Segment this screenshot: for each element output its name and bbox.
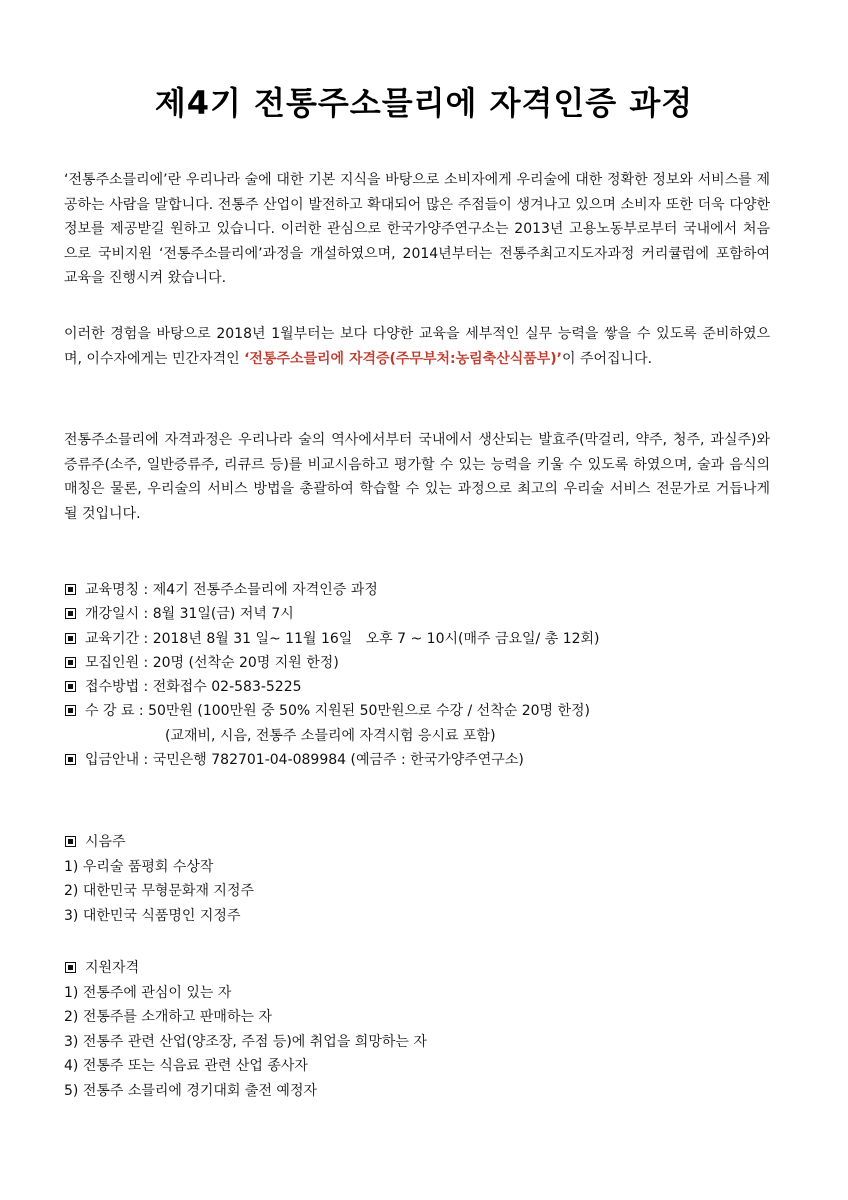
list-item: 3) 전통주 관련 산업(양조장, 주점 등)에 취업을 희망하는 자: [64, 1033, 427, 1050]
info-item-name: [64, 578, 784, 602]
bullet-square-icon: [65, 681, 76, 692]
info-item-period: [64, 627, 784, 651]
certificate-highlight: ‘전통주소믈리에 자격증(주무부처:농림축산식품부)’: [244, 350, 563, 367]
course-description-paragraph: 전통주소믈리에 자격과정은 우리나라 술의 역사에서부터 국내에서 생산되는 발효주(막걸리, 약주, 청주, 과실주)와 증류주(소주, 일반증류주, 리큐르 등)를 비교시음하고 평가할 수 있는 능력을 키울 수 있도록 하였으며, 술과 음식의 매칭은 물론, 우리술의 서비스 방법을 총괄하여 학습할 수 있는 과정으로 최고의 우리술 서비스 전문가로 거듭나게 될 것입니다.: [64, 432, 770, 522]
info-item-text: 개강일시 : 8월 31일(금) 저녁 7시: [85, 606, 294, 623]
bullet-square-icon: [65, 633, 76, 644]
bullet-square-icon: [65, 584, 76, 595]
info-item-apply: [64, 675, 784, 699]
eligibility-section: [64, 956, 664, 1103]
bullet-square-icon: [65, 705, 76, 716]
intro-paragraph: ‘전통주소믈리에’란 우리나라 술에 대한 기본 지식을 바탕으로 소비자에게 우리술에 대한 정확한 정보와 서비스를 제공하는 사람을 말합니다. 전통주 산업이 발전하고 확대되어 많은 주점들이 생겨나고 있으며 소비자 또한 더욱 다양한 정보를 제공받길 원하고 있습니다. 이러한 관심으로 한국가양주연구소는 2013년 고용노동부로부터 국내에서 처음으로 국비지원 ‘전통주소믈리에’과정을 개설하였으며, 2014년부터는 전통주최고지도자과정 커리큘럼에 포함하여 교육을 진행시켜 왔습니다.: [64, 172, 770, 286]
experience-text-after: 이 주어집니다.: [562, 350, 653, 367]
info-item-text: 교육명칭 : 제4기 전통주소믈리에 자격인증 과정: [85, 582, 378, 598]
list-item: 1) 전통주에 관심이 있는 자: [64, 984, 232, 1001]
info-item-text: 교육기간 : 2018년 8월 31 일~ 11월 16일 오후 7 ~ 10시(매주 금요일/ 총 12회): [85, 630, 600, 647]
experience-paragraph: [64, 322, 770, 371]
bullet-square-icon: [65, 657, 76, 668]
bullet-square-icon: [65, 836, 76, 847]
list-item: 3) 대한민국 식품명인 지정주: [64, 907, 241, 924]
tasting-section: [64, 830, 664, 928]
bullet-square-icon: [65, 608, 76, 619]
bullet-square-icon: [65, 754, 76, 765]
experience-text-before: 이러한 경험을 바탕으로 2018년 1월부터는 보다 다양한 교육을 세부적인 실무 능력을 쌓을 수 있도록 준비하였으며, 이수자에게는 민간자격인: [64, 326, 770, 367]
list-item: 2) 전통주를 소개하고 판매하는 자: [64, 1009, 272, 1025]
info-item-payment: [64, 748, 784, 772]
info-item-text: 입금안내 : 국민은행 782701-04-089984 (예금주 : 한국가양주연구소): [85, 752, 524, 769]
info-item-fee: [64, 699, 784, 723]
list-item: 1) 우리술 품평회 수상작: [64, 858, 214, 875]
section-heading: [64, 830, 664, 855]
info-item-recruit: [64, 651, 784, 675]
info-item-start: [64, 602, 784, 626]
section-heading-text: 시음주: [85, 834, 126, 850]
list-item: 4) 전통주 또는 식음료 관련 산업 종사자: [64, 1058, 308, 1074]
course-info-list: [64, 578, 784, 772]
info-item-text: 수 강 료 : 50만원 (100만원 중 50% 지원된 50만원으로 수강 / 선착순 20명 한정): [85, 703, 590, 720]
bullet-square-icon: [65, 962, 76, 973]
section-heading-text: 지원자격: [85, 960, 140, 976]
info-item-text: 모집인원 : 20명 (선착순 20명 지원 한정): [85, 654, 339, 671]
section-heading: [64, 956, 664, 981]
info-item-text: 접수방법 : 전화접수 02-583-5225: [85, 679, 302, 696]
list-item: 2) 대한민국 무형문화재 지정주: [64, 883, 255, 899]
page-title: 제4기 전통주소믈리에 자격인증 과정: [154, 84, 694, 122]
list-item: 5) 전통주 소믈리에 경기대회 출전 예정자: [64, 1082, 318, 1099]
info-item-fee-note: (교재비, 시음, 전통주 소믈리에 자격시험 응시료 포함): [165, 727, 496, 744]
